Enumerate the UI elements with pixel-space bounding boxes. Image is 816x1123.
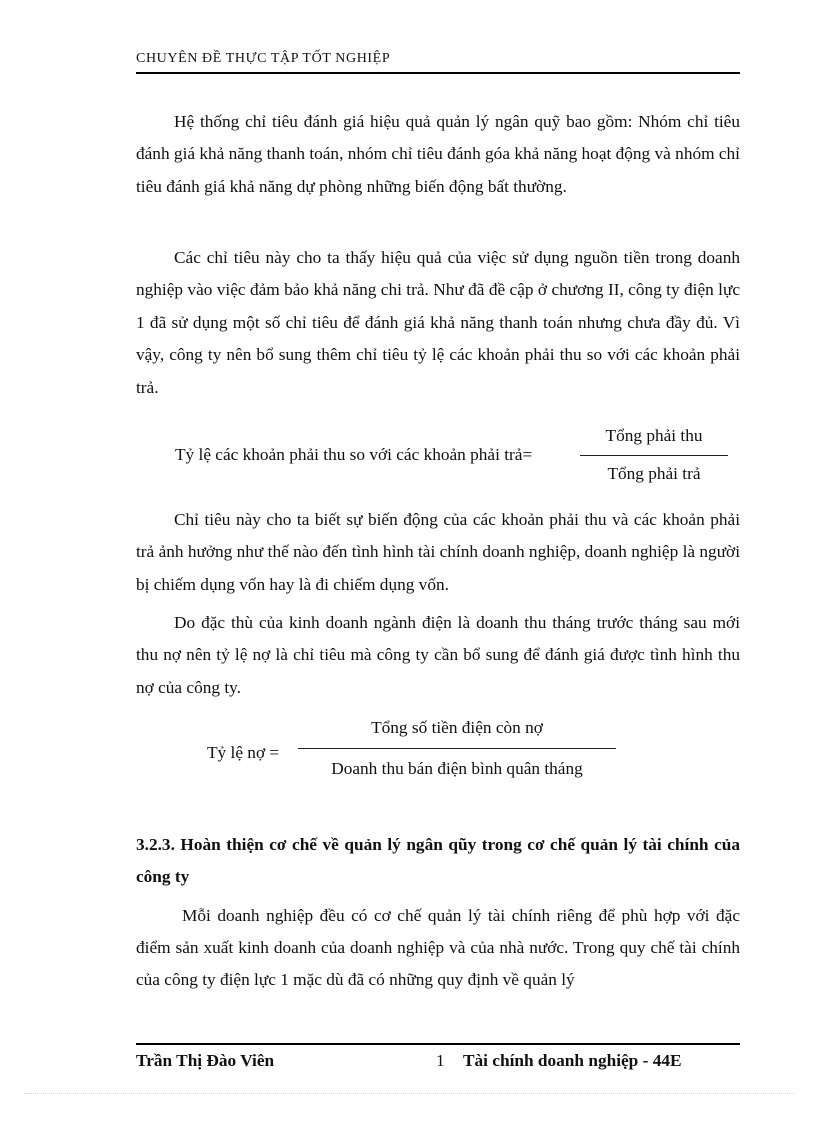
page-bottom-divider <box>24 1093 794 1094</box>
paragraph-debt-ratio: Do đặc thù của kinh doanh ngành điện là doanh thu tháng trước tháng sau mới thu nợ nên tỷ lệ nợ là chỉ tiêu mà công ty cần bổ sung để đánh giá được tình hình thu nợ của công ty. <box>136 613 740 697</box>
formula-denominator: Tổng phải trả <box>607 464 701 483</box>
formula-numerator: Tổng số tiền điện còn nợ <box>371 718 543 737</box>
section-heading: 3.2.3. Hoàn thiện cơ chế về quản lý ngân qũy trong cơ chế quản lý tài chính của công ty <box>136 835 740 886</box>
formula-label: Tỷ lệ nợ = <box>207 743 280 762</box>
paragraph-financial-mechanism: Mỗi doanh nghiệp đều có cơ chế quản lý tài chính riêng để phù hợp với đặc điểm sản xuất kinh doanh của doanh nghiệp và của nhà nước. Trong quy chế tài chính của công ty điện lực 1 mặc dù đã có những quy định về quản lý <box>136 906 740 989</box>
paragraph-indicator-effectiveness: Các chỉ tiêu này cho ta thấy hiệu quả của việc sử dụng nguồn tiền trong doanh nghiệp vào việc đảm bảo khả năng chi trả. Như đã đề cập ở chương II, công ty điện lực 1 đã sử dụng một số chỉ tiêu để đánh giá khả năng thanh toán nhưng chưa đầy đủ. Vì vậy, công ty nên bổ sung thêm chỉ tiêu tỷ lệ các khoản phải thu so với các khoản phải trả. <box>136 248 740 397</box>
paragraph-indicator-meaning: Chỉ tiêu này cho ta biết sự biến động của các khoản phải thu và các khoản phải trả ảnh hưởng như thế nào đến tình hình tài chính doanh nghiệp, doanh nghiệp là người bị chiếm dụng vốn hay là đi chiếm dụng vốn. <box>136 510 740 594</box>
footer-divider <box>136 1043 740 1045</box>
footer-author: Trần Thị Đào Viên <box>136 1051 275 1070</box>
fraction-bar <box>580 455 728 456</box>
paragraph-evaluation-indicators: Hệ thống chỉ tiêu đánh giá hiệu quả quản lý ngân quỹ bao gồm: Nhóm chỉ tiêu đánh giá khả năng thanh toán, nhóm chỉ tiêu đánh góa khả năng hoạt động và nhóm chỉ tiêu đánh giá khả năng dự phòng những biến động bất thường. <box>136 112 740 196</box>
formula-numerator: Tổng phải thu <box>605 426 703 445</box>
footer-page-number: 1 <box>436 1051 445 1070</box>
formula-denominator: Doanh thu bán điện bình quân tháng <box>331 759 583 778</box>
fraction-bar <box>298 748 616 749</box>
formula-label: Tỷ lệ các khoản phải thu so với các khoản phải trả= <box>175 445 533 464</box>
page-header <box>136 48 740 74</box>
footer-class: Tài chính doanh nghiệp - 44E <box>463 1051 682 1070</box>
header-title: CHUYÊN ĐỀ THỰC TẬP TỐT NGHIỆP <box>136 51 391 66</box>
